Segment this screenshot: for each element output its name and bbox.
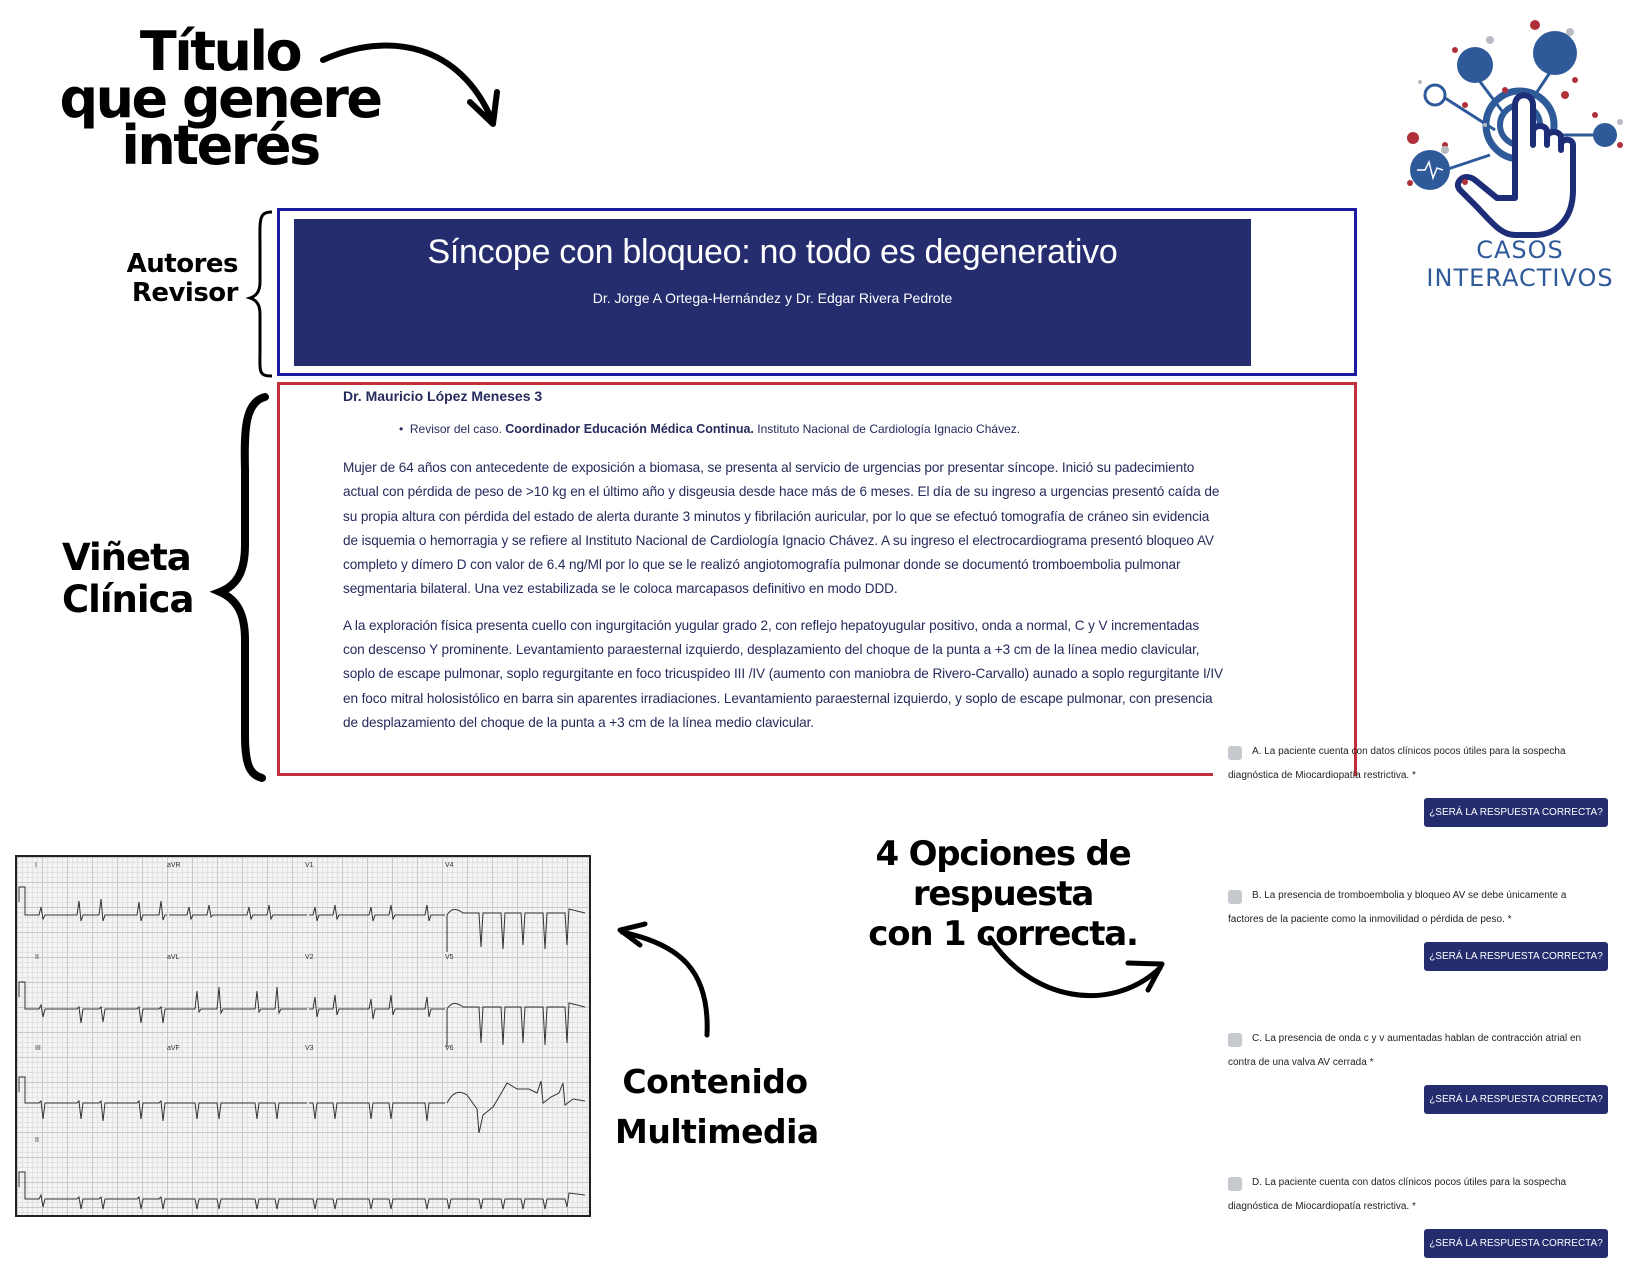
option-text: D. La paciente cuenta con datos clínicos pocos útiles para la sospecha [1252,1177,1567,1188]
reviewer-institution: Instituto Nacional de Cardiología Ignacio Chávez. [757,422,1021,436]
option-checkbox[interactable] [1228,890,1242,904]
vignette-annotation [62,537,193,621]
check-answer-button[interactable]: ¿SERÁ LA RESPUESTA CORRECTA? [1424,1085,1608,1114]
annotation-line: interés [121,114,319,177]
brace-icon [220,397,265,778]
annotation-line: que genere [59,67,381,130]
ecg-lead-label: II [35,1137,39,1144]
vignette-frame-bottom [277,773,1213,776]
check-answer-button[interactable]: ¿SERÁ LA RESPUESTA CORRECTA? [1424,1229,1608,1258]
ecg-lead-label: V2 [305,954,314,961]
ecg-lead-label: II [35,954,39,961]
option-text: diagnóstica de Miocardiopatía restrictiva. * [1228,770,1416,781]
option-checkbox[interactable] [1228,1033,1242,1047]
ecg-lead-label: aVL [167,954,180,961]
option-text: A. La paciente cuenta con datos clínicos pocos útiles para la sospecha [1252,746,1566,757]
option-checkbox[interactable] [1228,1177,1242,1191]
ecg-lead-label: V4 [445,862,454,869]
annotation-line: con 1 correcta. [868,914,1138,954]
ecg-lead-label: V3 [305,1045,314,1052]
vignette-paragraph: Mujer de 64 años con antecedente de exposición a biomasa, se presenta al servicio de urgencias por presentar síncope. Inició su padecimiento actual con pérdida de peso de >10 kg en el último año y disgeusia desde hace más de 6 meses. El día de su ingreso a urgencias presentó caída de su propia altura con pérdida del estado de alerta durante 3 minutos y fibrilación auricular, por lo que se efectuó tomografía de cráneo sin evidencia de isquemia o hemorragia y se refiere al Instituto Nacional de Cardiología Ignacio Chávez. A su ingreso el electrocardiograma presentó bloqueo AV completo y dímero D con valor de 6.4 ng/Ml por lo que se le realizó angiotomografía pulmonar donde se documentó tromboembolia pulmonar segmentaria bilateral. Una vez estabilizada se le coloca marcapasos definitivo en modo DDD. [343,460,1220,597]
check-answer-button[interactable]: ¿SERÁ LA RESPUESTA CORRECTA? [1424,942,1608,971]
ecg-lead-label: V6 [445,1045,454,1052]
ecg-lead-label: aVF [167,1045,180,1052]
annotation-line: Título [139,20,301,83]
annotation-line: Revisor [131,278,238,308]
ecg-lead-label: V5 [445,954,454,961]
ecg-lead-label: I [35,862,37,869]
options-annotation [793,834,1213,954]
authors-annotation [118,250,238,308]
curved-arrow-icon [620,924,707,1035]
vignette-paragraph: A la exploración física presenta cuello con ingurgitación yugular grado 2, con reflejo hepatoyugular positivo, onda a normal, C y V incrementadas con descenso Y prominente. Levantamiento paraesternal izquierdo, desplazamiento del choque de la punta a +3 cm de la línea medio clavicular, soplo de escape pulmonar, soplo regurgitante en foco tricuspídeo III /IV (aumento con maniobra de Rivero-Carvallo) aunado a soplo regurgitante I/IV en foco mitral holosistólico en barra sin aparentes irradiaciones. Levantamiento paraesternal izquierdo, y soplo de escape pulmonar, con presencia de desplazamiento del choque de la punta a +3 cm de la línea medio clavicular. [343,617,1223,730]
case-authors: Dr. Jorge A Ortega-Hernández y Dr. Edgar Rivera Pedrote [592,290,953,306]
reviewer-role [399,422,1223,436]
title-annotation [55,20,385,177]
annotation-line: Viñeta [62,536,191,579]
logo-text: CASOS [1476,236,1564,264]
option-text: contra de una valva AV cerrada * [1228,1057,1374,1068]
option-checkbox[interactable] [1228,746,1242,760]
annotation-line: Clínica [62,578,194,621]
option-text: C. La presencia de onda c y v aumentadas hablan de contracción atrial en [1252,1033,1582,1044]
reviewer-role-prefix: Revisor del caso. [409,422,502,436]
logo-text: INTERACTIVOS [1426,264,1614,292]
clinical-vignette [343,386,1223,735]
bullet-icon: • [399,422,410,436]
option-text: factores de la paciente como la inmovilidad o pérdida de peso. * [1228,914,1512,925]
ecg-traces [17,857,589,1215]
option-text: B. La presencia de tromboembolia y bloqueo AV se debe únicamente a [1252,890,1567,901]
reviewer-name: Dr. Mauricio López Meneses 3 [343,388,543,404]
reviewer-role-title: Coordinador Educación Médica Continua. [505,422,754,436]
ecg-image [15,855,591,1217]
brace-icon [250,212,272,376]
multimedia-annotation [615,1057,819,1157]
ecg-lead-label: V1 [305,862,314,869]
annotation-line: Multimedia [615,1112,819,1151]
ecg-lead-label: III [35,1045,41,1052]
annotation-line: 4 Opciones de respuesta [875,834,1131,914]
annotation-line: Autores [126,249,238,279]
annotation-line: Contenido [622,1062,808,1101]
case-title: Síncope con bloqueo: no todo es degenerativo [427,233,1118,271]
case-title-banner [294,219,1251,366]
option-text: diagnóstica de Miocardiopatía restrictiva. * [1228,1201,1416,1212]
ecg-lead-label: aVR [167,862,181,869]
check-answer-button[interactable]: ¿SERÁ LA RESPUESTA CORRECTA? [1424,798,1608,827]
